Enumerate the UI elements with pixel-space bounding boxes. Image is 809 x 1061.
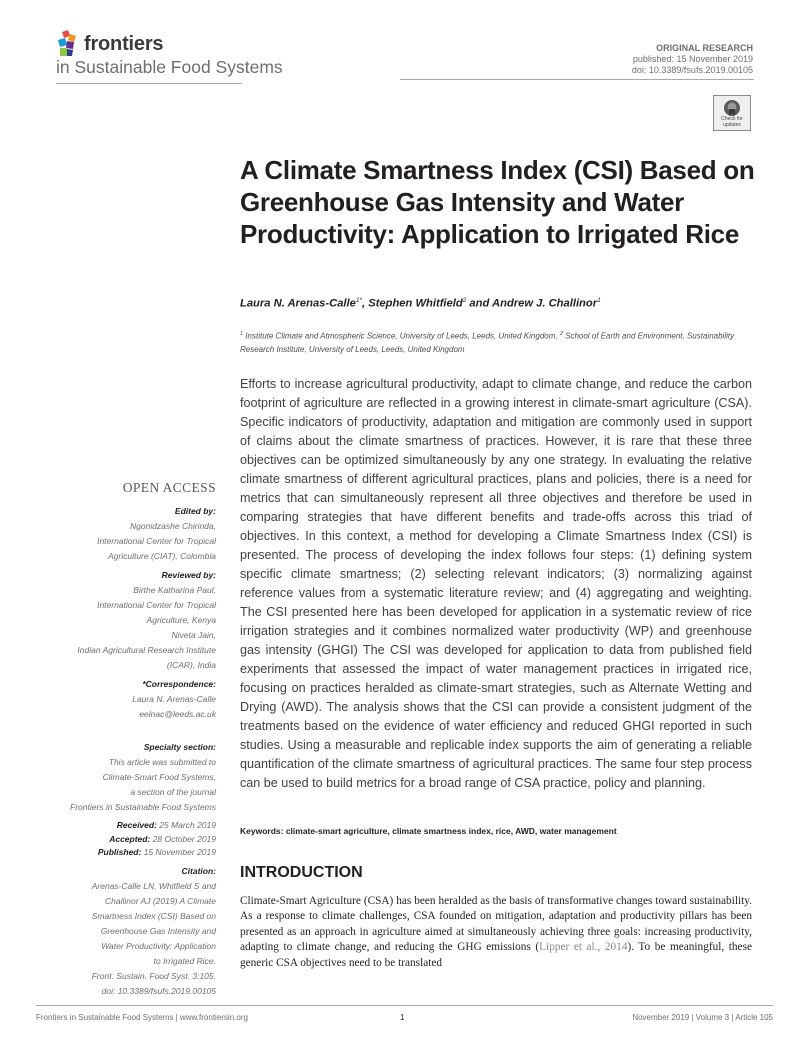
editor-line: International Center for Tropical [97,536,216,546]
reviewed-by-section [40,568,216,673]
reviewer-line[interactable]: Birthe Katharina Paul, [133,585,216,595]
check-updates-line1: Check for [721,116,743,122]
author-marker: 1* [355,297,363,304]
affiliation-text: School of Earth and Environment, Sustainability Research Institute, University of Leeds, Leeds, United Kingdom [240,331,735,354]
open-access-label: OPEN ACCESS [122,480,216,495]
doi-link[interactable]: doi: 10.3389/fsufs.2019.00105 [631,65,753,75]
check-updates-icon [723,99,741,117]
accepted-value: 28 October 2019 [150,833,216,844]
affiliation-text: Institute Climate and Atmospheric Science, University of Leeds, Leeds, United Kingdom, [245,331,560,341]
intro-text-part: Climate-Smart Agriculture (CSA) has been heralded as the basis of transformative changes toward sustainability. As a response to climate challenges, CSA founded on mitigation, adaptation and productivity pillars has been presented as an approach in agriculture aimed at simultaneously achieving three goals: increasing productivity, adapting to climate change, and reducing the GHG emissions ( [240,895,752,954]
author-name[interactable]: Andrew J. Challinor [492,297,598,310]
citation-doi[interactable]: doi: 10.3389/fsufs.2019.00105 [101,985,216,996]
author-list [240,297,601,310]
reviewer-line: Indian Agricultural Research Institute [77,645,216,655]
journal-name: in Sustainable Food Systems [56,57,283,77]
citation-link[interactable]: Lipper et al., 2014 [539,941,628,954]
received-value: 25 March 2019 [156,820,216,830]
citation-line: Water Productivity: Application [101,940,216,951]
editor-line: Agriculture (CIAT), Colombia [107,551,216,561]
specialty-section [40,740,216,815]
reviewer-line: International Center for Tropical [97,600,216,610]
author-separator: and [466,297,493,310]
check-updates-line2: updates [723,121,741,128]
intro-text-part: ). To be meaningful, these generic CSA objectives need to be translated [240,941,752,969]
header-divider [56,83,242,84]
accepted-label: Accepted: [109,833,151,844]
author-marker: 2 [462,297,467,304]
article-title: A Climate Smartness Index (CSI) Based on Greenhouse Gas Intensity and Water Productivity: Application to Irrigated Rice [240,155,755,249]
check-for-updates-button[interactable] [713,95,751,131]
author-separator: , [362,297,369,310]
introduction-paragraph [240,894,752,971]
citation-section [40,864,216,999]
correspondence-name: Laura N. Arenas-Calle [132,694,216,704]
correspondence-email[interactable]: eelnac@leeds.ac.uk [139,709,216,719]
reviewed-by-label: Reviewed by: [161,570,216,580]
footer-divider [36,1005,773,1006]
specialty-line: Climate-Smart Food Systems, [102,772,216,782]
published-value: 15 November 2019 [141,847,216,857]
author-name[interactable]: Laura N. Arenas-Calle [240,297,356,310]
dates-section [40,819,216,860]
citation-line: Greenhouse Gas Intensity and [100,925,216,936]
reviewer-line: (ICAR), India [166,660,216,670]
article-type-label: ORIGINAL RESEARCH [656,43,753,53]
citation-line: Front. Sustain. Food Syst. 3:105. [91,970,216,981]
specialty-line: This article was submitted to [108,757,216,767]
correspondence-section [40,677,216,722]
spacer [40,726,216,740]
article-info-sidebar [40,480,216,1003]
specialty-line: a section of the journal [130,787,216,797]
author-name[interactable]: Stephen Whitfield [368,297,463,310]
citation-line: Arenas-Calle LN, Whitfield S and [91,880,216,891]
edited-by-label: Edited by: [174,506,216,516]
accepted-date [40,833,216,847]
citation-line: to Irrigated Rice. [153,955,216,966]
correspondence-label: *Correspondence: [142,679,216,689]
reviewer-line: Agriculture, Kenya [146,615,216,625]
published-date-sidebar [40,846,216,860]
header-divider-right [400,79,754,80]
author-marker: 1 [597,297,601,304]
footer-journal-link[interactable]: Frontiers in Sustainable Food Systems | www.frontiersin.org [36,1013,248,1022]
keywords: Keywords: climate-smart agriculture, climate smartness index, rice, AWD, water management [240,826,617,836]
citation-label: Citation: [181,865,216,876]
published-date: published: 15 November 2019 [632,54,753,64]
specialty-line: Frontiers in Sustainable Food Systems [70,802,216,812]
abstract: Efforts to increase agricultural productivity, adapt to climate change, and reduce the carbon footprint of agriculture are reflected in a growing interest in climate-smart agriculture (CSA). Specific indicators of productivity, adaptation and mitigation are commonly used in support of claims about the climate smartness of practices. However, it is rare that these three objectives can be optimized simultaneously by any one strategy. In evaluating the relative climate smartness of different agricultural practices, plans and policies, there is a need for metrics that can simultaneously represent all three objectives and therefore be used in comparing strategies that have different benefits and trade-offs across this triad of objectives. In this context, a method for developing a Climate Smartness Index (CSI) is presented. The process of developing the index follows four steps: (1) defining system specific climate smartness; (2) selecting relevant indicators; (3) normalizing against reference values from a systematic literature review; and (4) aggregating and weighting. The CSI presented here has been developed for application in a systematic review of rice irrigation strategies and it combines normalized water productivity (WP) and greenhouse gas intensity (GHGI) The CSI was developed for application to data from published field experiments that assessed the impact of water management practices in irrigated rice, focusing on practices heralded as climate-smart strategies, such as Alternate Wetting and Drying (AWD). The analysis shows that the CSI can provide a consistent judgment of the treatments based on the evidence of water efficiency and reduced GHGI reported in such studies. Using a measurable and replicable index supports the aim of generating a reliable quantification of the climate smartness of agricultural practices. The same four step process can be used to build metrics for a broad range of CSA practice, policy and planning. [240,377,752,790]
received-label: Received: [116,820,157,830]
brand-name: frontiers [84,33,164,55]
section-heading-introduction: INTRODUCTION [240,864,363,881]
published-label: Published: [97,847,142,857]
citation-line: Smartness Index (CSI) Based on [91,910,216,921]
affiliation-marker: 2 [559,331,563,337]
specialty-label: Specialty section: [143,742,216,752]
frontiers-logo-icon [56,30,82,58]
footer-issue-info: November 2019 | Volume 3 | Article 105 [632,1013,773,1022]
editor-line[interactable]: Ngonidzashe Chirinda, [130,521,216,531]
edited-by-section [40,504,216,564]
citation-line: Challinor AJ (2019) A Climate [104,895,216,906]
received-date [40,819,216,833]
affiliation-marker: 1 [240,331,244,337]
affiliations [240,328,760,356]
page-number: 1 [400,1013,405,1022]
reviewer-line[interactable]: Niveta Jain, [171,630,216,640]
